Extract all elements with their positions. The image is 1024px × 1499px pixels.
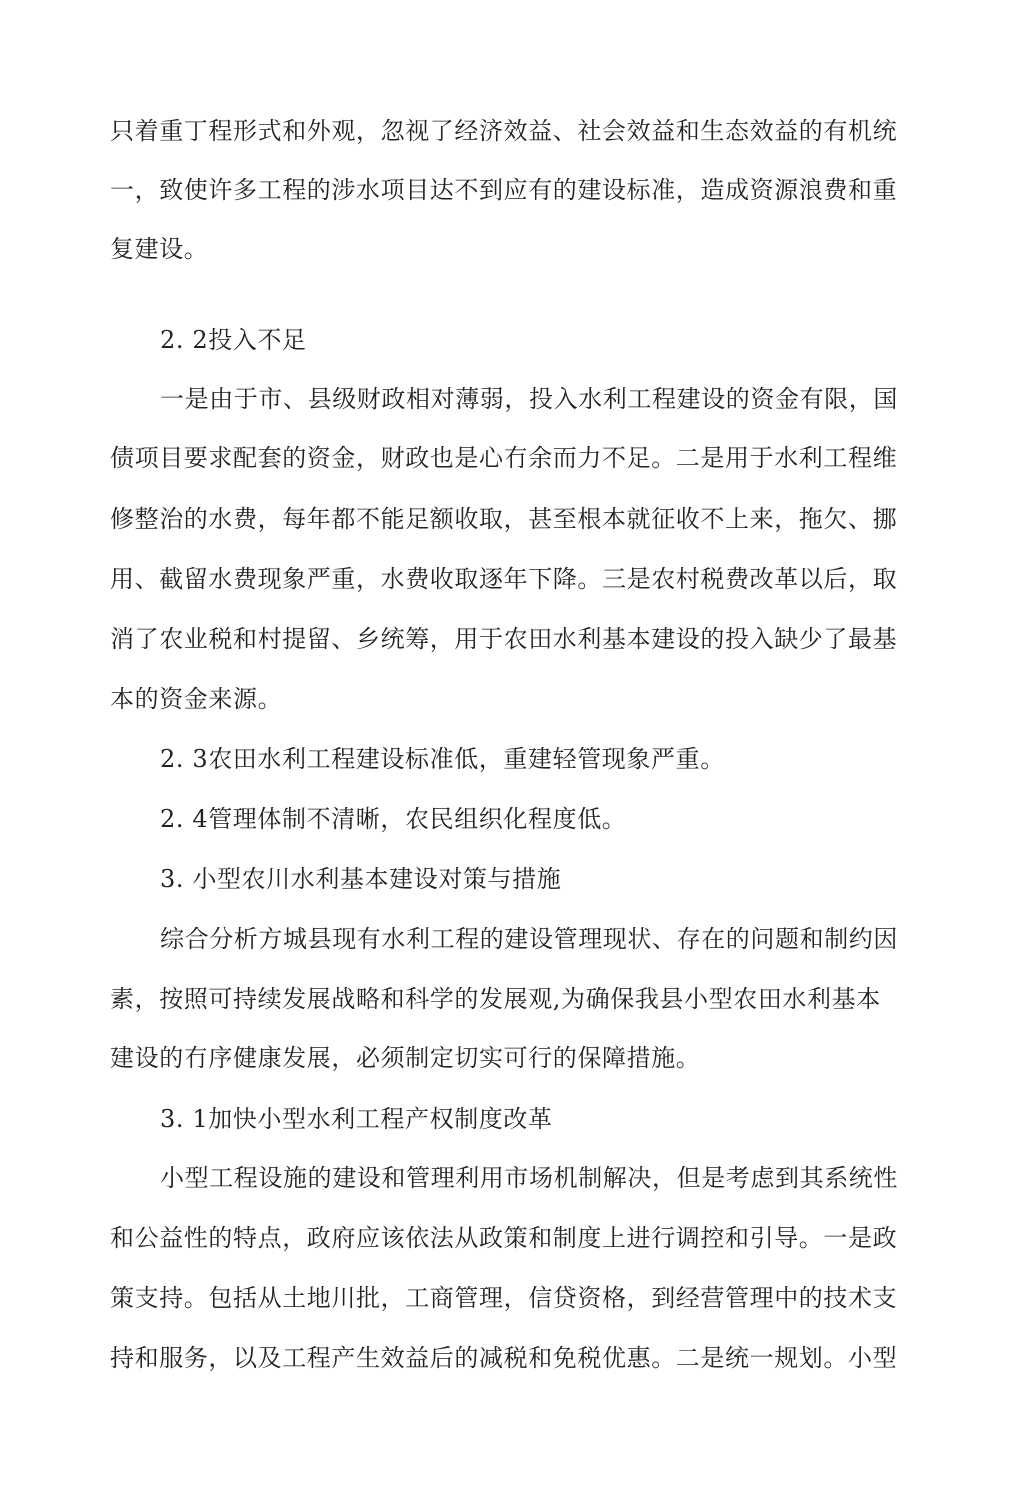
text-line: 一是由于市、县级财政相对薄弱，投入水利工程建设的资金有限，国 [160,385,898,413]
text-line: 策支持。包括从土地川批，工商管理，信贷资格，到经营管理中的技术支 [110,1284,898,1312]
text-line: 消了农业税和村提留、乡统筹，用于农田水利基本建设的投入缺少了最基 [110,625,898,653]
text-line: 复建设。 [110,235,209,263]
text-line: 综合分析方城县现有水利工程的建设管理现状、存在的问题和制约因 [160,925,898,953]
text-line: 小型工程设施的建设和管理利用市场机制解决，但是考虑到其系统性 [160,1164,898,1192]
text-line: 建设的冇序健康发展，必须制定切实可行的保障措施。 [110,1044,701,1072]
section-heading: 2. 4管理体制不清晰，农民组织化程度低。 [160,805,627,833]
section-heading: 3. 小型农川水利基本建设对策与措施 [160,865,562,893]
text-line: 本的资金来源。 [110,685,283,713]
text-line: 用、截留水费现象严重，水费收取逐年下降。三是农村税费改革以后，取 [110,565,898,593]
text-line: 和公益性的特点，政府应该依法从政策和制度上进行调控和引导。一是政 [110,1224,898,1252]
text-line: 持和服务，以及工程产生效益后的减税和免税优惠。二是统一规划。小型 [110,1344,898,1372]
section-heading: 2. 2投入不足 [160,326,307,354]
text-line: 债项目要求配套的资金，财政也是心冇余而力不足。二是用于水利工程维 [110,444,898,472]
text-line: 一，致使许多工程的涉水项目达不到应有的建设标准，造成资源浪费和重 [110,176,898,204]
section-heading: 2. 3农田水利工程建设标准低，重建轻管现象严重。 [160,745,725,773]
section-heading: 3. 1加快小型水利工程产权制度改革 [160,1105,553,1133]
text-line: 修整治的水费，每年都不能足额收取，甚至根本就征收不上来，拖欠、挪 [110,505,898,533]
text-line: 只着重丁程形式和外观，忽视了经济效益、社会效益和生态效益的有机统 [110,117,898,145]
text-line: 素，按照可持续发展战略和科学的发展观,为确保我县小型农田水利基本 [110,985,881,1013]
